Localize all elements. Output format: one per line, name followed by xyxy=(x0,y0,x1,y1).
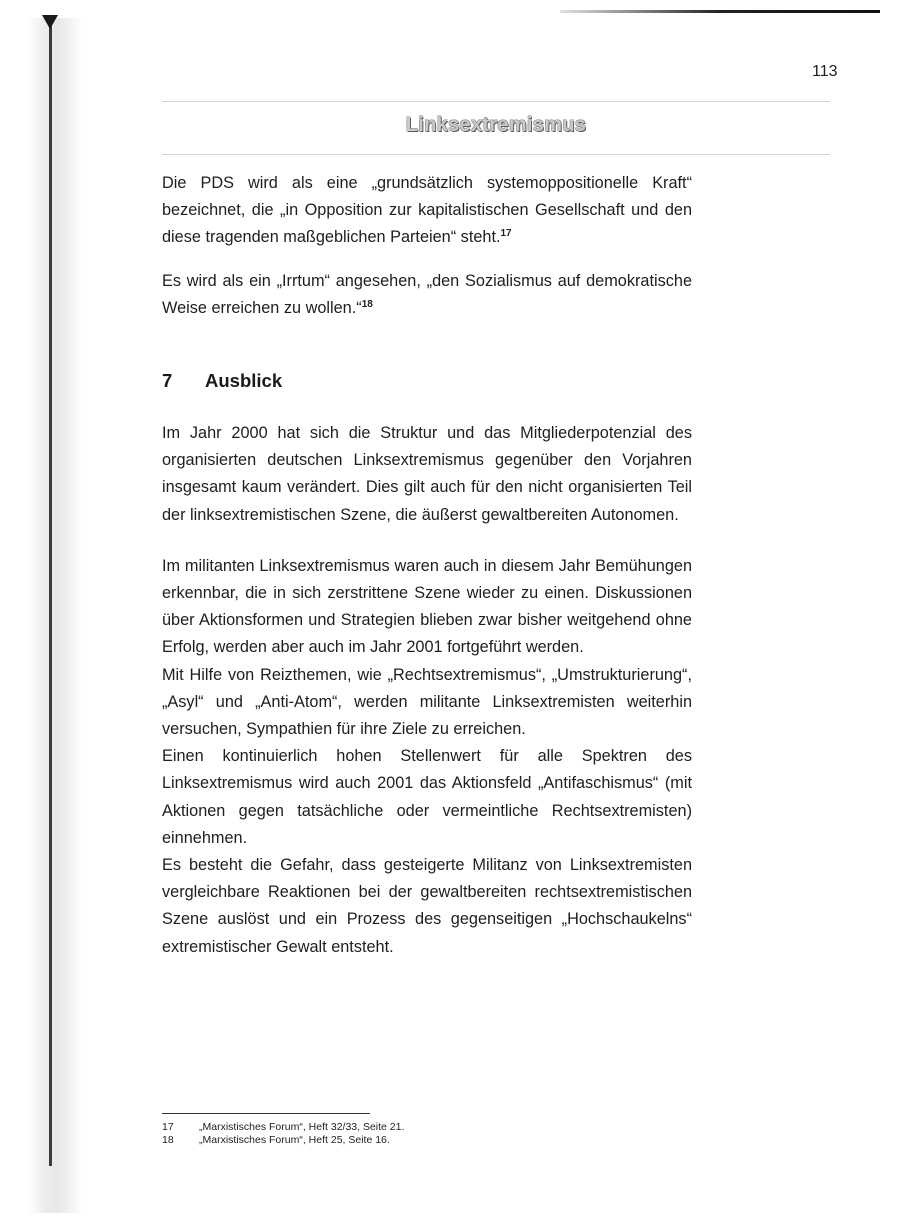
footnote-18 xyxy=(162,1134,404,1147)
footnote-number: 18 xyxy=(162,1134,174,1146)
header-rule-top xyxy=(162,101,830,102)
page-body xyxy=(162,170,692,961)
footnote-text: „Marxistisches Forum“, Heft 32/33, Seite 21. xyxy=(199,1121,405,1133)
footnote-text: „Marxistisches Forum“, Heft 25, Seite 16. xyxy=(199,1134,390,1146)
book-binding-shadow xyxy=(28,18,83,1213)
footnote-ref-17[interactable]: 17 xyxy=(500,228,512,240)
book-binding-edge xyxy=(49,18,52,1166)
top-edge-rule xyxy=(560,10,880,13)
footnote-ref-18[interactable]: 18 xyxy=(361,298,373,310)
running-header: Linksextremismus xyxy=(405,114,587,136)
footnote-separator xyxy=(162,1113,370,1114)
paragraph-structure: Im Jahr 2000 hat sich die Struktur und das Mitgliederpotenzial des organisierten deutschen Linksextremismus gegenüber den Vorjahren insgesamt kaum verändert. Dies gilt auch für den nicht organisierten Teil der linksextremistischen Szene, die äußerst gewaltbereiten Autonomen. xyxy=(162,424,692,524)
header-rule-bottom xyxy=(162,154,830,155)
page-number: 113 xyxy=(812,63,838,80)
footnote-17 xyxy=(162,1121,404,1134)
paragraph-reizthemen: Mit Hilfe von Reizthemen, wie „Rechtsextremismus“, „Umstrukturierung“, „Asyl“ und „Anti-Atom“, werden militante Linksextremisten weiterhin versuchen, Sympathien für ihre Ziele zu erreichen. xyxy=(162,665,692,739)
footnotes xyxy=(162,1121,404,1147)
section-number: 7 xyxy=(162,370,173,392)
paragraph-militant: Im militanten Linksextremismus waren auch in diesem Jahr Bemühungen erkennbar, die in sich zerstrittene Szene wieder zu einen. Diskussionen über Aktionsformen und Strategien blieben zwar bisher weitgehend ohne Erfolg, werden aber auch im Jahr 2001 fortgeführt werden. xyxy=(162,556,692,657)
paragraph-antifaschismus: Einen kontinuierlich hohen Stellenwert für alle Spektren des Linksextremismus wird auch 2001 das Aktionsfeld „Antifaschismus“ (mit Aktionen gegen tatsächliche oder vermeintliche Rechtsextremisten) einnehmen. xyxy=(162,747,692,847)
paragraph-gefahr: Es besteht die Gefahr, dass gesteigerte Militanz von Linksextremisten vergleichbare Reaktionen bei der gewaltbereiten rechtsextremistischen Szene auslöst und ein Prozess des gegenseitigen „Hochschaukelns“ extremistischer Gewalt entsteht. xyxy=(162,856,692,956)
section-heading xyxy=(162,368,692,394)
paragraph-pds: Die PDS wird als eine „grundsätzlich systemoppositionelle Kraft“ bezeichnet, die „in Opposition zur kapitalistischen Gesellschaft und den diese tragenden maßgeblichen Parteien“ steht.$^{17}$ xyxy=(162,174,692,247)
section-title: Ausblick xyxy=(205,370,283,392)
binding-tip-mark xyxy=(42,15,58,29)
paragraph-irrtum: Es wird als ein „Irrtum“ angesehen, „den Sozialismus auf demokratische Weise erreichen zu wollen.“$^{18}$ xyxy=(162,271,692,317)
footnote-number: 17 xyxy=(162,1121,174,1133)
